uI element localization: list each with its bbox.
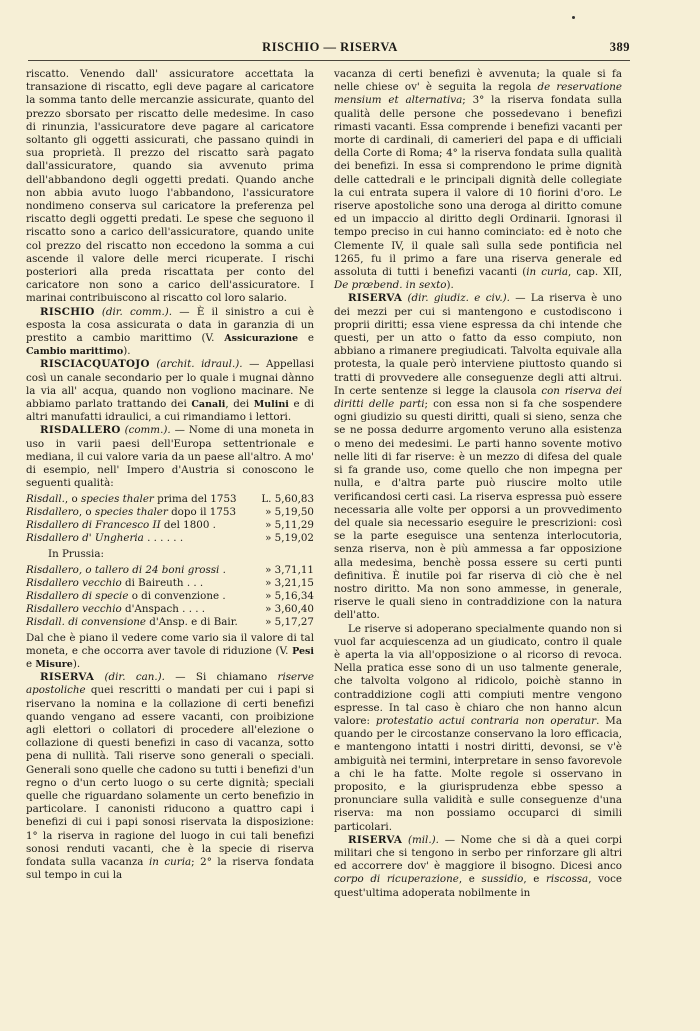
header-rule (28, 60, 630, 61)
table-row (26, 519, 314, 532)
table-row (26, 564, 314, 577)
cross-ref: Canali (191, 399, 226, 411)
coin-value: » 5,19,50 (265, 505, 314, 518)
prussia-label: In Prussia: (48, 548, 104, 561)
coin-value: » 5,16,34 (265, 589, 314, 602)
paragraph-dal-che: Dal che è piano il vedere come vario sia il valore di tal moneta, e che occorra aver tavole di riduzione (V. Pesi e Misure). (26, 631, 314, 670)
table-row (26, 603, 314, 616)
table-row (26, 493, 314, 506)
coin-name: Risdallero vecchio d'Anspach . . . . (26, 603, 206, 616)
left-column (26, 68, 314, 882)
table-row (26, 532, 314, 545)
entry-rischio (26, 306, 314, 359)
right-column (334, 68, 622, 900)
coin-name: Risdallero d' Ungheria . . . . . . (26, 532, 184, 545)
cross-ref: Cambio marittimo (26, 346, 124, 358)
entry-abbrev: (dir. can.). (104, 671, 165, 684)
coin-value: » 5,19,02 (265, 532, 314, 545)
headword: RISERVA (348, 833, 403, 846)
austria-coin-table (26, 493, 314, 546)
entry-abbrev: (comm.). (124, 424, 171, 437)
coin-name: Risdallero, o tallero di 24 boni grossi . (26, 563, 226, 576)
entry-abbrev: (mil.). (407, 833, 439, 846)
entry-text: — È il sinistro a cui è esposta la cosa assicurata o data in garanzia di un prestito a cambio marittimo (V. (26, 305, 314, 345)
paragraph-le-riserve: Le riserve si adoperano specialmente quando non si vuol far acquiescenza ad un giudicato, contro il quale è aperta la via all'opposizione o al ricorso di revoca. Nella pratica esse sono di un uso talmente generale, che talvolta volgono al ridicolo, poichè stanno in contraddizione cogli atti compiuti mentre vengono espresse. In tal caso è chiaro che non hanno alcun valore: protestatio actui contraria non operatur. Ma quando per le circostanze conservano la loro efficacia, e mantengono intatti i nostri diritti, devonsi, se v'è ambiguità nei termini, interpretare in senso favorevole a chi le ha fatte. Molte regole si osservano in proposito, e la giurisprudenza ebbe spesso a pronunciare sulla validità e sulle conseguenze d'una riserva: ma non possiamo occuparci di simili particolari. (334, 622, 622, 833)
table-row (26, 590, 314, 603)
headword: RISDALLERO (40, 424, 121, 437)
entry-riserva-giud: RISERVA (dir. giudiz. e civ.). — La riserva è uno dei mezzi per cui si mantengono e custodiscono i proprii diritti; essa viene espressa da chi intende che questi, per un atto o fatto da esso compiuto, non abbiano a rimanere pregiudicati. Talvolta equivale alla protesta, la quale però interviene piuttosto quando si tratti di provvedere alle conseguenze degli atti altrui. In certe sentenze si legge la clausola con riserva dei diritti delle parti; con essa non si fa che sospendere ogni giudizio su questi diritti, quali si sieno, senza che se ne possa dedurre argomento veruno alla esistenza o meno dei medesimi. Le parti hanno sovente motivo nelle liti di far riserve: è un mezzo di difesa del quale si fa grande uso, come quello che non impegna per nulla, e d'altra parte può riuscire molto utile verificandosi certi casi. La riserva espressa può essere necessaria alle volte per opporsi a un provvedimento del quale sia necessario eseguire le prescrizioni: così se la parte eseguisce una sentenza interlocutoria, senza riserva, non è più ammessa a far opposizione alla medesima, benchè possa essere su certi punti definitiva. È inutile poi far riserva di ciò che è nel nostro diritto. Ma non sono ammesse, in generale, riserve le quali sieno in contraddizione con la natura dell'atto. (334, 292, 623, 622)
entry-riserva-mil: RISERVA (mil.). — Nome che si dà a quei corpi militari che si tengono in serbo per rinforzare gli altri ed accorrere dov' è maggiore il bisogno. Dicesi anco corpo di ricuperazione, e sussidio, e riscossa, voce quest'ultima adoperata nobilmente in (334, 833, 622, 899)
cross-ref: Pesi (292, 645, 314, 657)
page-number: 389 (609, 40, 630, 54)
entry-abbrev: (dir. comm.). (101, 305, 173, 318)
coin-name: Risdall. di convensione d'Ansp. e di Bair. (26, 616, 238, 629)
table-row (26, 577, 314, 590)
headword: RISCIACQUATOJO (40, 358, 150, 371)
entry-text: ). (123, 345, 131, 358)
prussia-coin-table (26, 564, 314, 630)
paragraph-riscatto-cont: riscatto. Venendo dall' assicuratore accettata la transazione di riscatto, egli deve pagare al caricatore la somma tanto delle mercanzie assicurate, quanto del prezzo sborsato per riscatto delle medesime. In caso di rinunzia, l'assicuratore deve pagare al caricatore soltanto gli oggetti assicurati, che passano quindi in sua proprietà. Il prezzo del riscatto sarà pagato dall'assicuratore, quando sia avvenuto prima dell'abbandono degli oggetti predati. Quando anche non abbia avuto luogo l'abbandono, l'assicuratore nondimeno conserva sul caricatore la preferenza pel riscatto degli oggetti predati. Le spese che seguono il riscatto sono a carico dell'assicuratore, quando unite col prezzo del riscatto non eccedono la somma a cui ascende il valore delle merci ricuperate. I rischi posteriori alla preda riscattata per conto del caricatore non sono a carico dell'assicuratore. I marinai contribuiscono al riscatto col loro salario. (26, 68, 314, 305)
coin-name: Risdall., o species thaler prima del 1753 (26, 492, 237, 505)
paragraph-riserva-can-cont: vacanza di certi benefizi è avvenuta; la quale si fa nelle chiese ov' è seguita la regola de reservatione mensium et alternativa; 3° la riserva fondata sulla qualità delle persone che possedevano i benefizi rimasti vacanti. Essa comprende i benefizi vacanti per morte di cardinali, di camerieri del papa e di ufficiali della Corte di Roma; 4° la riserva fondata sulla qualità dei benefizi. In essa si comprendono le prime dignità delle cattedrali e le principali dignità delle collegiate la cui entrata supera il valore di 10 fiorini d'oro. Le riserve apostoliche sono una deroga al diritto comune ed un impaccio al diritto degli Ordinarii. Ignorasi il tempo preciso in cui hanno cominciato: ed è noto che Clemente IV, il quale salì sulla sede pontificia nel 1265, fu il primo a fare una riserva generale ed assoluta di tutti i benefizi vacanti (in curia, cap. XII, De prœbend. in sexto). (334, 68, 623, 292)
entry-abbrev: (archit. idraul.). (156, 358, 243, 371)
coin-value: » 3,21,15 (265, 576, 314, 589)
print-speck (572, 16, 575, 19)
coin-name: Risdallero vecchio di Baireuth . . . (26, 576, 204, 589)
entry-abbrev: (dir. giudiz. e civ.). (407, 292, 510, 305)
headword: RISERVA (348, 292, 403, 305)
coin-value: » 3,60,40 (265, 603, 314, 616)
headword: RISCHIO (40, 305, 95, 318)
entry-text: , dei (225, 398, 254, 411)
entry-text: — Appellasi così un canale secondario per lo quale i mugnai dànno la via all' acqua, quando non vogliono macinare. Ne abbiamo parlato trattando dei (26, 358, 314, 411)
running-header (30, 40, 630, 58)
page-title: RISCHIO — RISERVA (262, 40, 398, 54)
coin-name: Risdallero di Francesco II del 1800 . (26, 518, 216, 531)
cross-ref: Mulini (253, 399, 289, 411)
coin-value: L. 5,60,83 (261, 492, 314, 505)
table-row (26, 506, 314, 519)
entry-text: e di altri manufatti idraulici, a cui rimandiamo i lettori. (26, 398, 314, 424)
coin-value: » 3,71,11 (265, 563, 314, 576)
coin-name: Risdallero, o species thaler dopo il 1753 (26, 505, 237, 518)
table-row (26, 616, 314, 629)
cross-ref: Assicurazione (224, 333, 299, 345)
entry-risciacquatojo (26, 358, 314, 424)
entry-riserva-can: RISERVA (dir. can.). — Si chiamano riserve apostoliche quei rescritti o mandati per cui i papi si riservano la nomina e la collazione di certi benefizi quando vengano ad essere vacanti, con proibizione agli elettori o collatori di procedere all'elezione o collazione di questi benefizi in caso di vacanza, sotto pena di nullità. Tali riserve sono generali o speciali. Generali sono quelle che cadono su tutti i benefizi d'un regno o d'un certo luogo o su certe dignità; speciali quelle che riguardano solamente un certo benefizio in particolare. I canonisti riducono a quattro capi i benefizi di cui i papi sonosi riservata la disposizione: 1° la riserva in ragione del luogo in cui tali benefizi sonosi renduti vacanti, che è la specie di riserva fondata sulla vacanza in curia; 2° la riserva fondata sul tempo in cui la (26, 671, 314, 882)
headword: RISERVA (40, 671, 95, 684)
coin-value: » 5,11,29 (265, 518, 314, 531)
entry-text: e (298, 332, 314, 345)
entry-risdallero (26, 424, 314, 490)
cross-ref: Misure (35, 658, 73, 670)
coin-name: Risdallero di specie o di convenzione . (26, 589, 226, 602)
coin-value: » 5,17,27 (265, 616, 314, 629)
entry-text: — Nome di una moneta in uso in varii paesi dell'Europa settentrionale e mediana, il cui valore varia da un paese all'altro. A mo' di esempio, nell' Impero d'Austria si conoscono le seguenti qualità: (26, 424, 314, 490)
